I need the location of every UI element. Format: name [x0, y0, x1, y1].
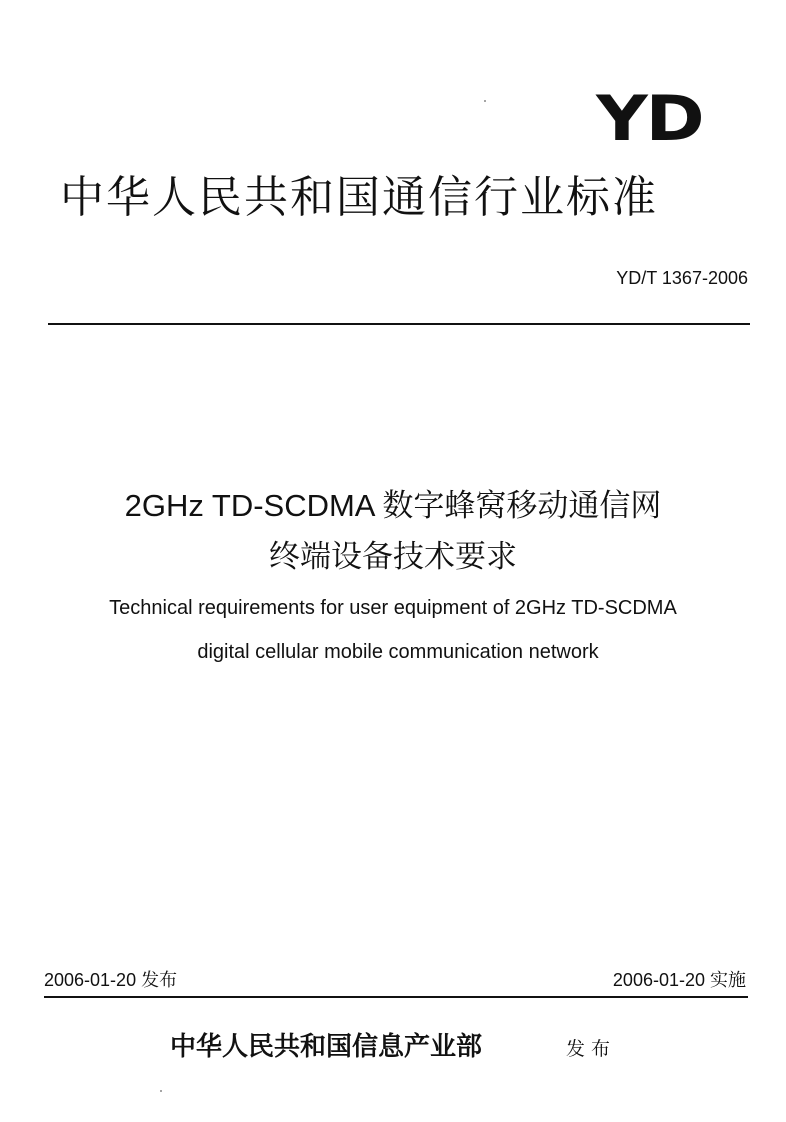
scan-speck	[484, 100, 486, 102]
issue-date: 2006-01-20 发布	[44, 970, 178, 990]
header-divider	[48, 323, 750, 325]
implementation-date: 2006-01-20 实施	[612, 970, 746, 990]
title-english-line-1: Technical requirements for user equipment of 2GHz TD-SCDMA	[109, 597, 677, 619]
scan-speck	[160, 1090, 162, 1092]
title-chinese-line-1: 2GHz TD-SCDMA 数字蜂窝移动通信网	[124, 488, 662, 523]
standard-category: 中华人民共和国通信行业标准	[60, 172, 658, 223]
yd-logo: YD	[595, 82, 702, 155]
footer-divider	[44, 996, 748, 998]
standard-number: YD/T 1367-2006	[616, 268, 748, 288]
publisher-name: 中华人民共和国信息产业部	[170, 1032, 483, 1062]
title-chinese-line-2: 终端设备技术要求	[269, 539, 517, 574]
title-english-line-2: digital cellular mobile communication network	[197, 641, 599, 663]
publish-label: 发布	[566, 1038, 617, 1060]
